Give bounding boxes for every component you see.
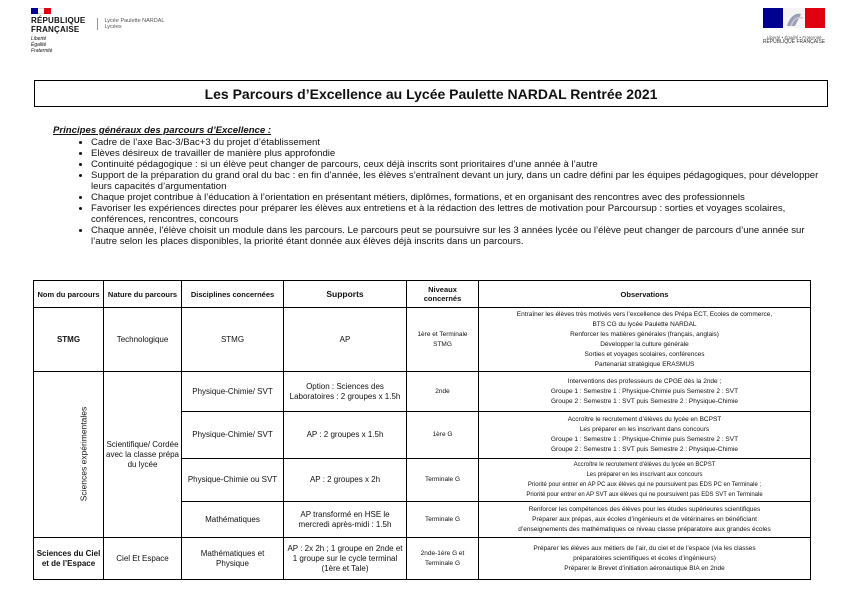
school-name: [97, 18, 164, 30]
parcours-discipline: Physique-Chimie/ SVT: [182, 372, 284, 412]
principle-item: • Cadre de l’axe Bac-3/Bac+3 du projet d’établissement: [91, 137, 831, 148]
parcours-level: Terminale G: [407, 459, 479, 502]
table-row: [34, 308, 811, 372]
level-line: STMG: [433, 340, 452, 348]
principles-heading: Principes généraux des parcours d’Excellence :: [53, 125, 272, 136]
principle-item: • Chaque année, l’élève choisit un module dans les parcours. Le parcours peut se poursuivre sur les 3 années lycée ou l’élève peut changer de parcours d’une année sur l’autre selon les places disponibles, la priorité étant donnée aux élèves déjà inscrits dans un parcours.: [91, 225, 831, 247]
motto-egalite: Égalité: [31, 42, 47, 48]
marianne-logo-icon: [761, 6, 827, 30]
obs-line: Préparer le Brevet d’initiation aéronautique BIA en 2nde: [564, 564, 725, 572]
parcours-discipline: Physique-Chimie ou SVT: [182, 459, 284, 502]
parcours-nature: Ciel Et Espace: [104, 538, 182, 580]
parcours-level: 1ère G: [407, 412, 479, 459]
obs-line: Groupe 2 : Semestre 1 : SVT puis Semestre 2 : Physique-Chimie: [550, 446, 739, 453]
obs-line: Priorité pour entrer en AP SVT aux élèves qui ne poursuivent pas EDS SVT en Terminale: [526, 492, 763, 498]
parcours-support: AP: [284, 308, 407, 372]
parcours-name: Sciences du Ciel et de l’Espace: [34, 538, 104, 580]
parcours-support: AP : 2x 2h ; 1 groupe en 2nde et 1 groupe sur le cycle terminal (1ère et Tale): [284, 538, 407, 580]
principles-list: [53, 137, 831, 247]
parcours-level: 2nde-1ère G et Terminale G: [407, 538, 479, 580]
school-line-1: Lycée Paulette NARDAL: [104, 18, 165, 24]
parcours-support: AP : 2 groupes x 2h: [284, 459, 407, 502]
header-cell: Observations: [479, 281, 811, 308]
level-line: 1ère et Terminale: [417, 330, 468, 338]
parcours-name: Sciences expérimentales: [78, 406, 89, 502]
obs-line: Entraîner les élèves très motivés vers l’excellence des Prépa ECT, Ecoles de commerce,: [516, 310, 773, 318]
parcours-name: STMG: [34, 308, 104, 372]
obs-line: BTS CG du lycée Paulette NARDAL: [592, 320, 697, 328]
obs-line: Priorité pour entrer en AP PC aux élèves qui ne poursuivent pas EDS PC en Terminale ;: [527, 482, 762, 488]
parcours-observations: [479, 412, 811, 459]
header-right: [759, 6, 829, 45]
parcours-observations: [479, 538, 811, 580]
parcours-discipline: STMG: [182, 308, 284, 372]
header-cell: Supports: [284, 281, 407, 308]
document-title: Les Parcours d’Excellence au Lycée Paulette NARDAL Rentrée 2021: [204, 85, 658, 102]
obs-line: Accroître le recrutement d’élèves du lycée en BCPST: [567, 416, 722, 423]
header-cell: Disciplines concernées: [182, 281, 284, 308]
principle-item: • Chaque projet contribue à l’éducation à l’orientation en présentant métiers, diplômes, formations, et en organisant des rencontres avec des professionnels: [91, 192, 831, 203]
obs-line: Les préparer en les inscrivant dans concours: [579, 426, 710, 433]
obs-line: Préparer les élèves aux métiers de l’air, du ciel et de l’espace (via les classes: [533, 544, 756, 552]
flag-icon: [31, 8, 51, 14]
right-motto: Liberté • Égalité • Fraternité: [766, 35, 822, 40]
parcours-observations: [479, 459, 811, 502]
obs-line: Groupe 2 : Semestre 1 : SVT puis Semestre 2 : Physique-Chimie: [550, 397, 739, 405]
obs-line: préparatoires scientifiques et écoles d’ingénieurs): [573, 554, 716, 562]
parcours-discipline: Mathématiques: [182, 502, 284, 538]
obs-line: Développer la culture générale: [600, 340, 689, 348]
parcours-level: Terminale G: [407, 502, 479, 538]
principle-item: • Support de la préparation du grand oral du bac : en fin d’année, les élèves s’entraînent devant un jury, dans un cadre défini par les équipes pédagogiques, pour développer leurs capacités d’argumentation: [91, 170, 831, 192]
header-cell: Nature du parcours: [104, 281, 182, 308]
parcours-discipline: Physique-Chimie/ SVT: [182, 412, 284, 459]
republic-line-2: FRANÇAISE: [31, 25, 80, 34]
header-cell: Niveaux concernés: [407, 281, 479, 308]
table-header-row: [34, 281, 811, 308]
parcours-support: AP : 2 groupes x 1.5h: [284, 412, 407, 459]
obs-line: Sorties et voyages scolaires, conférences: [584, 350, 705, 358]
parcours-observations: [479, 502, 811, 538]
parcours-table: [33, 280, 811, 580]
principle-item: • Continuité pédagogique : si un élève peut changer de parcours, ceux déjà inscrits sont prioritaires d’une année à l’autre: [91, 159, 831, 170]
principles-section: [53, 125, 831, 247]
principle-item: • Elèves désireux de travailler de manière plus approfondie: [91, 148, 831, 159]
obs-line: Accroître le recrutement d’élèves du lycée en BCPST: [573, 462, 716, 468]
obs-line: Interventions des professeurs de CPGE dès la 2nde ;: [567, 377, 722, 385]
republic-line-1: RÉPUBLIQUE: [31, 16, 86, 25]
obs-line: d’enseignements des mathématiques ce niveau classe préparatoire aux grandes écoles: [518, 525, 771, 533]
obs-line: Partenariat stratégique ERASMUS: [594, 360, 695, 368]
table-row: [34, 538, 811, 580]
republique-logo: [31, 8, 85, 54]
obs-line: Groupe 1 : Semestre 1 : Physique-Chimie puis Semestre 2 : SVT: [550, 387, 739, 395]
obs-line: Les préparer en les inscrivant aux concours: [586, 472, 703, 478]
parcours-nature: Scientifique/ Cordée avec la classe prépa du lycée: [104, 372, 182, 538]
document-title-box: [34, 80, 828, 107]
motto-liberte: Liberté: [31, 36, 47, 42]
obs-line: Préparer aux prépas, aux écoles d’ingénieurs et de vétérinaires en bénéficiant: [532, 515, 757, 523]
parcours-level: 2nde: [407, 372, 479, 412]
parcours-observations: [479, 372, 811, 412]
header-cell: Nom du parcours: [34, 281, 104, 308]
parcours-level: [407, 308, 479, 372]
parcours-nature: Technologique: [104, 308, 182, 372]
obs-line: Renforcer les matières générales (français, anglais): [570, 330, 719, 338]
table-row: [34, 372, 811, 412]
parcours-discipline: Mathématiques et Physique: [182, 538, 284, 580]
parcours-observations: [479, 308, 811, 372]
header-left: [31, 8, 164, 54]
parcours-support: AP transformé en HSE le mercredi après-midi : 1.5h: [284, 502, 407, 538]
obs-line: Renforcer les compétences des élèves pour les études supérieures scientifiques: [528, 505, 761, 513]
obs-line: Groupe 1 : Semestre 1 : Physique-Chimie puis Semestre 2 : SVT: [550, 436, 739, 443]
principle-item: • Favoriser les expériences directes pour préparer les élèves aux entretiens et à la rédaction des lettres de motivation pour Parcoursup : sorties et voyages scolaires, conférences, rencontres, concours: [91, 203, 831, 225]
right-republic-title: RÉPUBLIQUE FRANÇAISE: [762, 39, 826, 45]
motto-fraternite: Fraternité: [31, 48, 53, 54]
school-line-2: Lycées: [104, 24, 122, 30]
parcours-name-vertical: [34, 372, 104, 538]
parcours-support: Option : Sciences des Laboratoires : 2 groupes x 1.5h: [284, 372, 407, 412]
